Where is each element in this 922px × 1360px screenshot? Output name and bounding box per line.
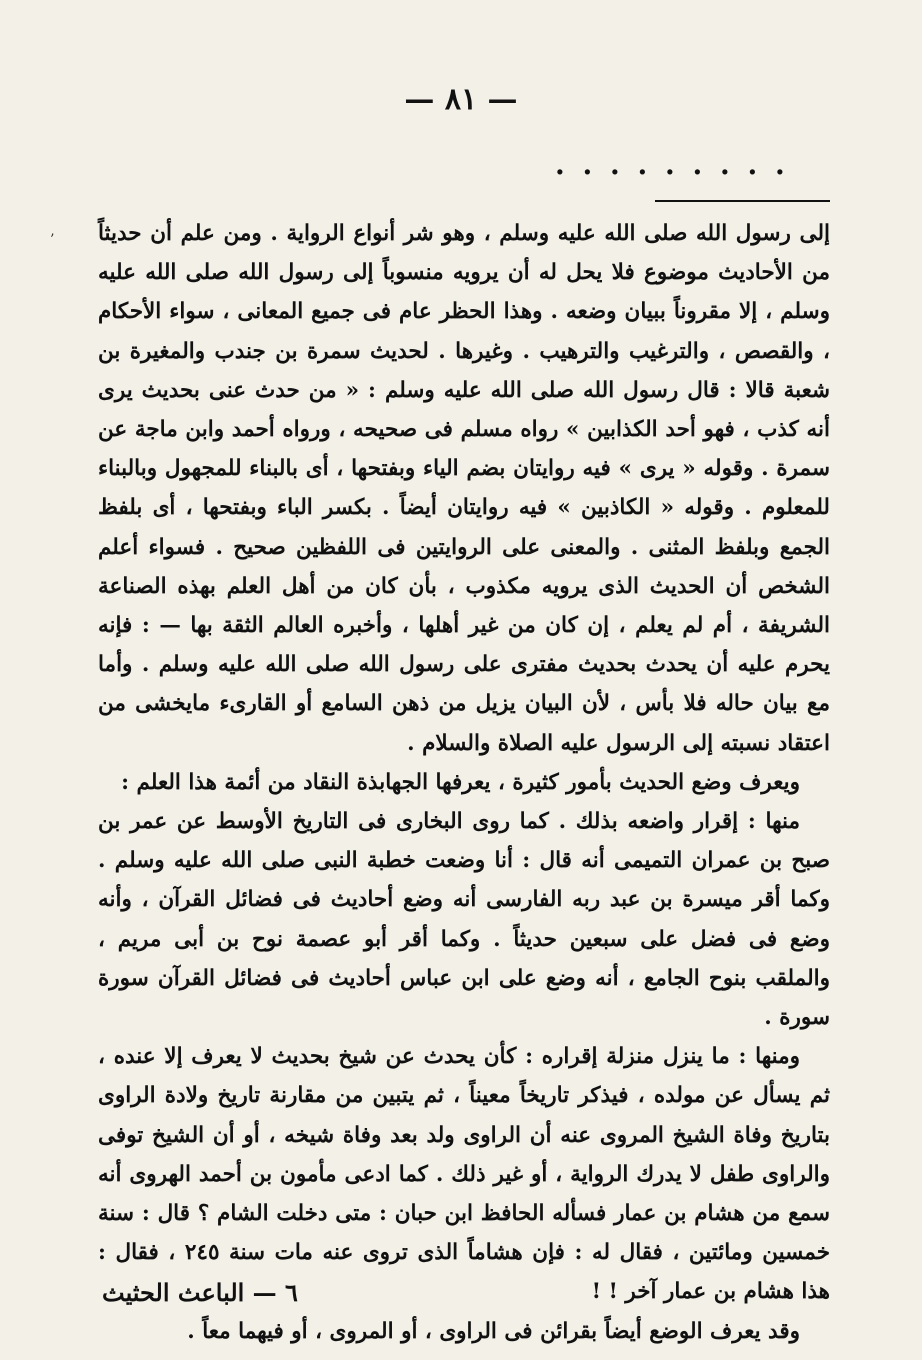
ellipsis-dots: . . . . . . . . . [555, 148, 789, 181]
page-number: — ٨١ — [404, 82, 518, 117]
footer-signature: ٦ — الباعث الحثيث [102, 1278, 298, 1307]
margin-mark: ’ [50, 232, 55, 248]
paragraph: ويعرف وضع الحديث بأمور كثيرة ، يعرفها الجهابذة النقاد من أئمة هذا العلم : [121, 769, 800, 795]
paragraph: ومنها : ما ينزل منزلة إقراره : كأن يحدث عن شيخ بحديث لا يعرف إلا عنده ، ثم يسأل عن مولده ، فيذكر تاريخاً معيناً ، ثم يتبين من مقارنة تاريخ ولادة الراوى بتاريخ وفاة الشيخ المروى عنه أن الراوى ولد بعد وفاة شيخه ، أو أن الشيخ توفى والراوى طفل لا يدرك الرواية ، أو غير ذلك . كما ادعى مأمون بن أحمد الهروى أنه سمع من هشام بن عمار فسأله الحافظ ابن حبان : متى دخلت الشام ؟ قال : سنة خمسين ومائتين ، فقال له : فإن هشاماً الذى تروى عنه مات سنة ٢٤٥ ، فقال : هذا هشام بن عمار آخر ! ! [98, 1044, 830, 1305]
paragraph: إلى رسول الله صلى الله عليه وسلم ، وهو شر أنواع الرواية . ومن علم أن حديثاً من الأحاديث موضوع فلا يحل له أن يرويه منسوباً إلى رسول الله صلى الله عليه وسلم ، إلا مقروناً ببيان وضعه . وهذا الحظر عام فى جميع المعانى ، سواء الأحكام ، والقصص ، والترغيب والترهيب . وغيرها . لحديث سمرة بن جندب والمغيرة بن شعبة قالا : قال رسول الله صلى الله عليه وسلم : « من حدث عنى بحديث يرى أنه كذب ، فهو أحد الكذابين » رواه مسلم فى صحيحه ، ورواه أحمد وابن ماجة عن سمرة . وقوله « يرى » فيه روايتان بضم الياء وبفتحها ، أى بالبناء للمجهول وبالبناء للمعلوم . وقوله « الكاذبين » فيه روايتان أيضاً . بكسر الباء وبفتحها ، أى بلفظ الجمع وبلفظ المثنى . والمعنى على الروايتين فى اللفظين صحيح . فسواء أعلم الشخص أن الحديث الذى يرويه مكذوب ، بأن كان من أهل العلم بهذه الصناعة الشريفة ، أم لم يعلم ، إن كان من غير أهلها ، وأخبره العالم الثقة بها — : فإنه يحرم عليه أن يحدث بحديث مفترى على رسول الله صلى الله عليه وسلم . وأما مع بيان حاله فلا بأس ، لأن البيان يزيل من ذهن السامع أو القارىء مايخشى من اعتقاد نسبته إلى الرسول عليه الصلاة والسلام . [98, 221, 830, 756]
separator-rule [655, 200, 830, 202]
paragraph: منها : إقرار واضعه بذلك . كما روى البخارى فى التاريخ الأوسط عن عمر بن صبح بن عمران التميمى أنه قال : أنا وضعت خطبة النبى صلى الله عليه وسلم . وكما أقر ميسرة بن عبد ربه الفارسى أنه وضع أحاديث فى فضائل القرآن ، وأنه وضع فى فضل على سبعين حديثاً . وكما أقر أبو عصمة نوح بن أبى مريم ، والملقب بنوح الجامع ، أنه وضع على ابن عباس أحاديث فى فضائل القرآن سورة سورة . [98, 809, 830, 1031]
body-text [98, 214, 830, 1351]
paragraph: وقد يعرف الوضع أيضاً بقرائن فى الراوى ، أو المروى ، أو فيهما معاً . [187, 1318, 800, 1344]
